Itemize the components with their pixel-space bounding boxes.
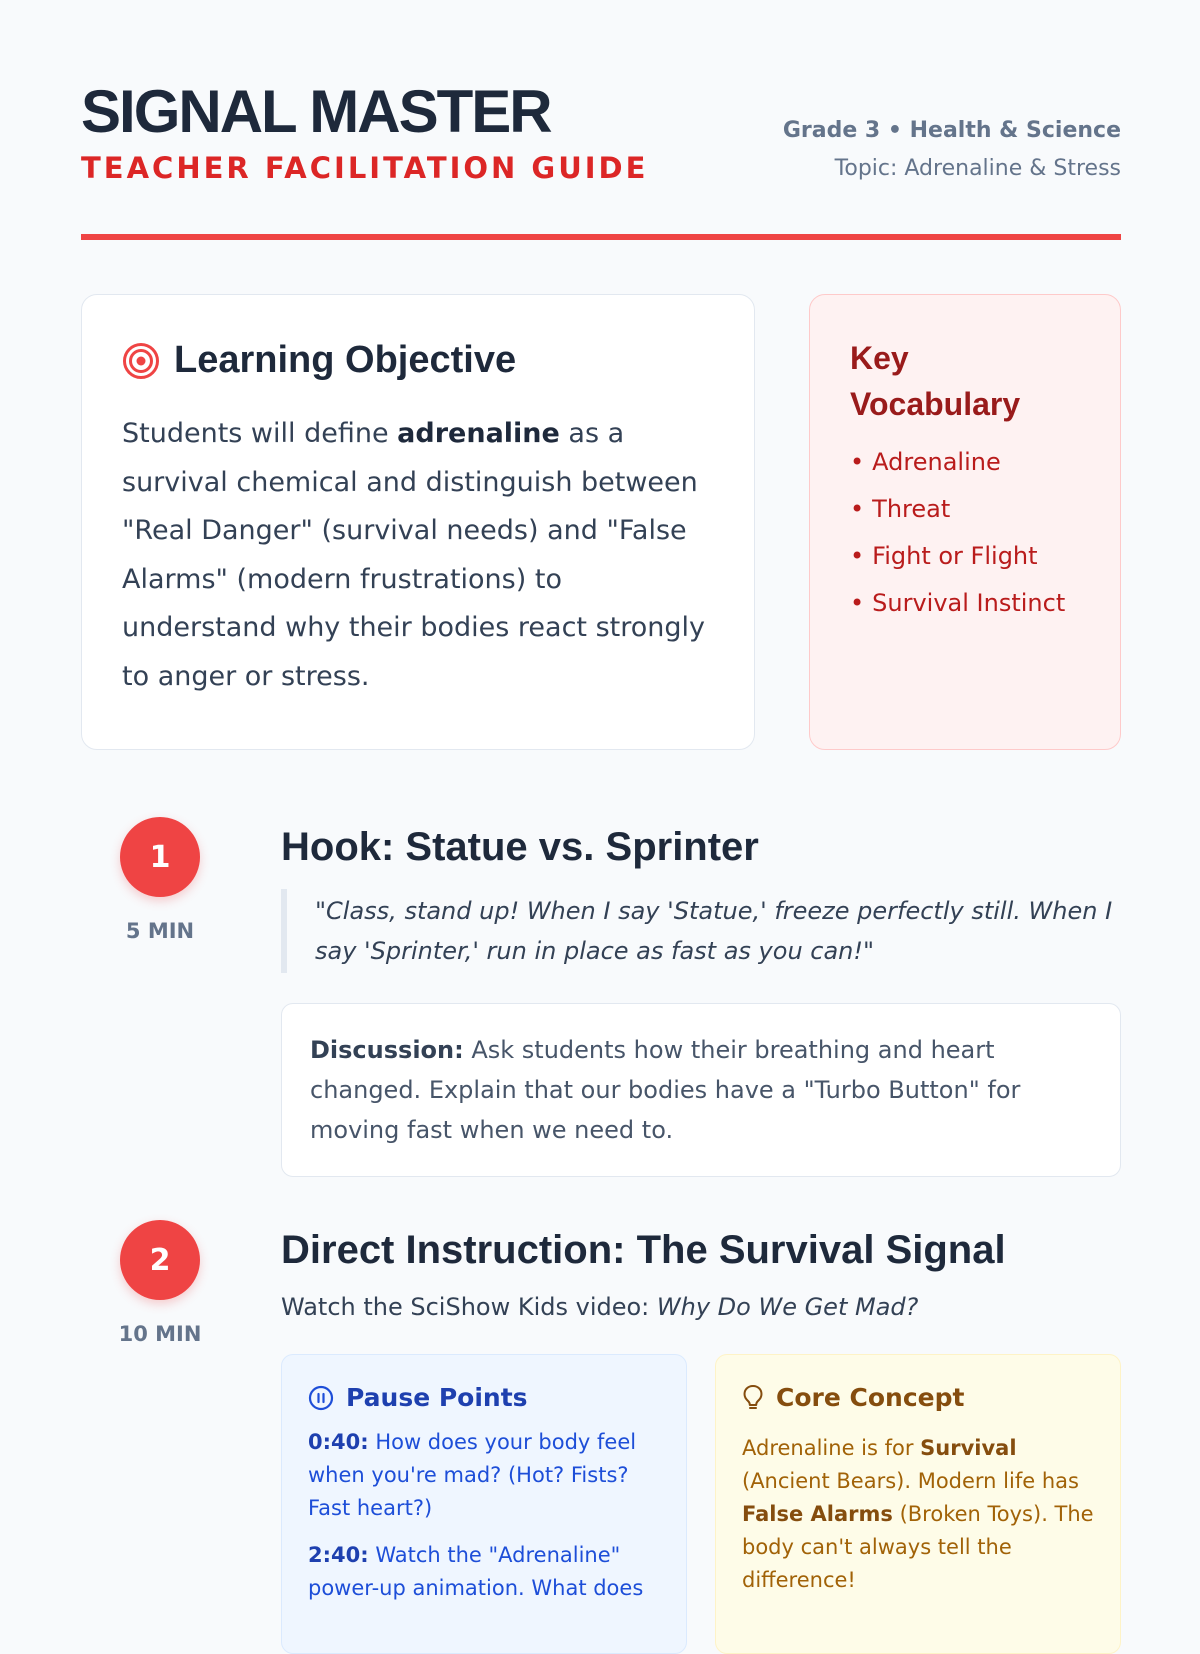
core-term-survival: Survival (920, 1436, 1017, 1460)
pause-timestamp: 2:40: (308, 1543, 369, 1567)
pause-prompt: How does your body feel when you're mad? (Hot? Fists? Fast heart?) (308, 1430, 637, 1520)
pause-points-heading: Pause Points (346, 1383, 528, 1412)
video-title: Why Do We Get Mad? (656, 1293, 919, 1321)
step-title: Hook: Statue vs. Sprinter (281, 825, 759, 869)
header-divider (81, 234, 1121, 240)
page-subtitle: TEACHER FACILITATION GUIDE (81, 151, 649, 185)
vocabulary-list (850, 439, 1080, 627)
lesson-topic: Topic: Adrenaline & Stress (834, 156, 1121, 181)
step-duration: 10 MIN (118, 1322, 202, 1346)
core-text-part: (Broken Toys). The body can't always tell the difference! (742, 1502, 1094, 1592)
discussion-label: Discussion: (310, 1036, 464, 1064)
core-text-part: Adrenaline is for (742, 1436, 921, 1460)
pause-point (308, 1539, 660, 1605)
learning-objective-card (81, 294, 755, 750)
core-term-false-alarms: False Alarms (742, 1502, 893, 1526)
pause-points-box (281, 1354, 687, 1654)
discussion-text: Ask students how their breathing and heart changed. Explain that our bodies have a "Turbo Button" for moving fast when we need to. (310, 1036, 1021, 1144)
core-text-part: (Ancient Bears). Modern life has (742, 1469, 1079, 1493)
vocab-term: • Survival Instinct (850, 580, 1080, 627)
objective-text (122, 410, 714, 701)
objective-text-end: as a survival chemical and distinguish between "Real Danger" (survival needs) and "False Alarms" (modern frustrations) to understand why their bodies react strongly to anger or stress. (122, 418, 706, 692)
discussion-box (281, 1003, 1121, 1177)
step-content (281, 1220, 1121, 1654)
pause-point (308, 1426, 660, 1525)
pause-prompt: Watch the "Adrenaline" power-up animation. What does (308, 1543, 644, 1600)
step-title: Direct Instruction: The Survival Signal (281, 1228, 1006, 1272)
vocabulary-heading: Key Vocabulary (850, 340, 1021, 422)
step-content (281, 817, 1121, 1177)
page-header (81, 0, 1121, 245)
objective-text-start: Students will define (122, 418, 398, 449)
target-icon (122, 342, 160, 380)
vocab-term: • Fight or Flight (850, 533, 1080, 580)
video-instruction (281, 1290, 1121, 1324)
objective-header (122, 339, 714, 382)
core-concept-text (742, 1432, 1094, 1597)
core-concept-heading: Core Concept (776, 1383, 965, 1412)
guide-page (81, 0, 1121, 1600)
instruction-boxes (281, 1354, 1121, 1654)
pause-points-header (308, 1383, 660, 1412)
objective-key-term: adrenaline (397, 418, 560, 449)
lesson-meta (783, 116, 1121, 184)
lightbulb-icon (742, 1384, 764, 1412)
step-number-badge: 1 (120, 817, 200, 897)
core-concept-header (742, 1383, 1094, 1412)
vocab-term: • Threat (850, 486, 1080, 533)
pause-timestamp: 0:40: (308, 1430, 369, 1454)
pause-circle-icon (308, 1385, 334, 1411)
page-title: SIGNAL MASTER (81, 78, 551, 145)
key-vocabulary-card (809, 294, 1121, 750)
grade-subject: Grade 3 • Health & Science (782, 118, 1121, 143)
pause-points-list (308, 1426, 660, 1605)
objective-heading: Learning Objective (174, 339, 517, 381)
step-number-badge: 2 (120, 1220, 200, 1300)
step-duration: 5 MIN (125, 919, 195, 943)
vocab-term: • Adrenaline (850, 439, 1080, 486)
teacher-script-quote: "Class, stand up! When I say 'Statue,' freeze perfectly still. When I say 'Sprinter,' run in place as fast as you can!" (281, 889, 1121, 973)
core-concept-box (715, 1354, 1121, 1654)
video-prefix: Watch the SciShow Kids video: (281, 1293, 657, 1321)
